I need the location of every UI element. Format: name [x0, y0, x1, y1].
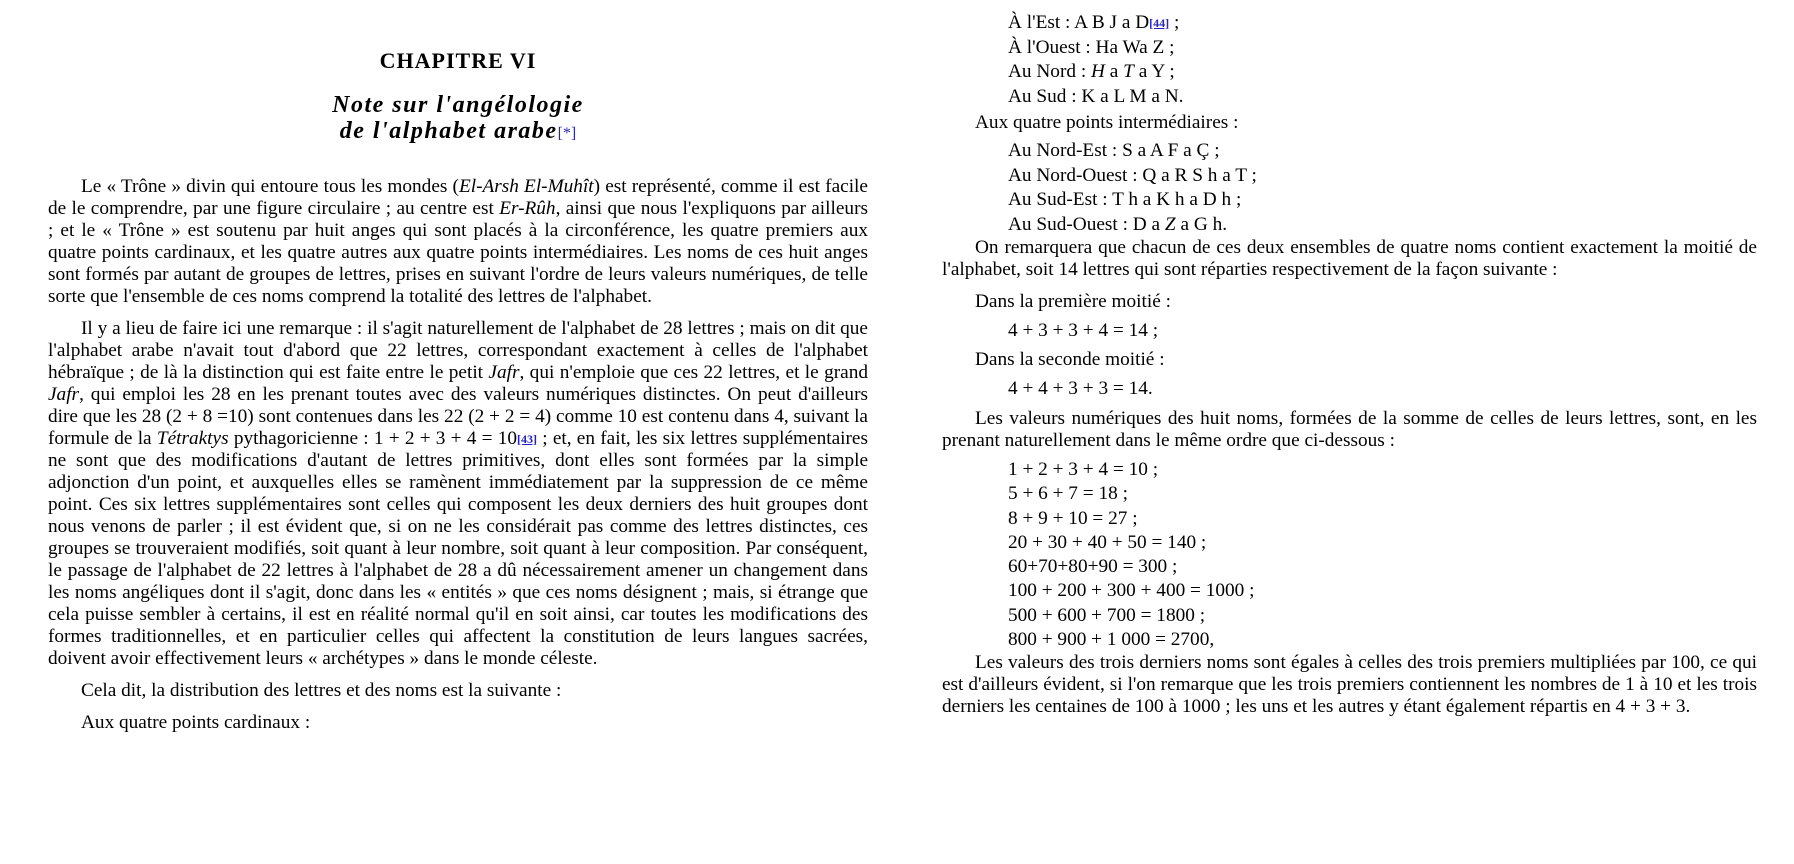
intermediate-heading: Aux quatre points intermédiaires : — [975, 112, 1239, 133]
paragraph-last-names: Les valeurs des trois derniers noms sont égales à celles des trois premiers multipliées par 100, ce qui est d'ailleurs évident, si l'on remarque que les trois premiers contiennent les nombres de 1 à 10 et les trois derniers les centaines de 100 à 1000 ; les uns et les autres y étant également répartis en 4 + 3 + 3. — [942, 652, 1757, 718]
italic-term: El-Arsh El-Muhît — [458, 176, 594, 197]
footnote-44-link[interactable]: [44] — [1149, 16, 1170, 30]
text-run: ; — [1169, 12, 1180, 33]
text-run: , qui n'emploie que ces 22 lettres, et le grand — [519, 362, 868, 383]
italic-term: Tétraktys — [156, 428, 229, 449]
text-run: Il y a lieu de faire ici une remarque : il s'agit naturellement de l'alphabet de 28 lettres ; mais on dit que l'alphabet arabe n'avait tout d'abord que 22 lettres, correspondant exactement à celles de l'alphabet hébraïque ; de là la distinction qui est faite entre le petit — [48, 318, 868, 383]
second-half-formula: 4 + 4 + 3 + 3 = 14. — [1008, 378, 1153, 399]
chapter-title-line2: de l'alphabet arabe — [339, 118, 558, 144]
left-body-text — [48, 176, 868, 744]
text-run: À l'Est : A B J a D — [1008, 12, 1150, 33]
angel-west: À l'Ouest : Ha Wa Z ; — [1008, 36, 1175, 58]
angel-north-east: Au Nord-Est : S a A F a Ç ; — [1008, 140, 1220, 161]
paragraph-alphabet — [48, 318, 868, 670]
angel-south-west — [942, 213, 1757, 238]
text-run: a Y ; — [1133, 61, 1175, 82]
angel-south-east: Au Sud-Est : T h a K h a D h ; — [1008, 189, 1242, 210]
angel-north — [942, 60, 1757, 85]
sum-line: 100 + 200 + 300 + 400 = 1000 ; — [1008, 580, 1255, 602]
first-half-label: Dans la première moitié : — [975, 291, 1171, 312]
angel-east — [942, 11, 1757, 36]
text-run: , ainsi que nous l'expliquons par ailleurs ; et le « Trône » est soutenu par huit anges qui sont placés à la circonférence, les quatre premiers aux quatre points cardinaux, et les quatre autres aux quatre points intermédiaires. Les noms de ces huit anges sont formés par autant de groupes de lettres, prises en suivant l'ordre de leurs valeurs numériques, de telle sorte que l'ensemble de ces noms comprend la totalité des lettres de l'alphabet. — [48, 198, 868, 307]
italic-letter: T — [1123, 61, 1134, 82]
italic-letter: Z — [1164, 213, 1176, 235]
text-run: pythagoricienne : 1 + 2 + 3 + 4 = 10 — [228, 428, 518, 449]
text-run: , qui emploi les 28 en les prenant toutes avec des valeurs numériques distinctes. On peut d'ailleurs dire que les 28 (2 + 8 =10) sont contenues dans les 22 (2 + 2 = 4) comme 10 est contenu dans 4, suivant la formule de la — [48, 384, 868, 449]
angel-south: Au Sud : K a L M a N. — [1008, 85, 1184, 107]
italic-term: Jafr — [488, 362, 520, 383]
title-footnote-link[interactable]: [*] — [557, 125, 577, 142]
angel-north-west: Au Nord-Ouest : Q a R S h a T ; — [1008, 164, 1257, 186]
italic-term: Jafr — [48, 384, 80, 405]
text-run: a — [1104, 61, 1124, 82]
sum-line: 1 + 2 + 3 + 4 = 10 ; — [1008, 459, 1159, 480]
paragraph-numeric-values: Les valeurs numériques des huit noms, formées de la somme de celles de leurs lettres, sont, en les prenant naturellement dans le même ordre que ci-dessous : — [942, 408, 1757, 451]
italic-letter: H — [1091, 61, 1105, 82]
text-run: ) est représenté, comme il est facile de le comprendre, par une figure circulaire ; au centre est — [48, 176, 868, 219]
right-page — [920, 0, 1794, 864]
sum-line: 500 + 600 + 700 = 1800 ; — [1008, 604, 1206, 626]
sum-line: 20 + 30 + 40 + 50 = 140 ; — [1008, 531, 1207, 553]
text-run: a G h. — [1175, 213, 1228, 235]
left-page — [8, 0, 886, 864]
text-run: Au Nord : — [1008, 61, 1092, 82]
chapter-title-line1: Note sur l'angélologie — [332, 92, 584, 118]
sum-line: 60+70+80+90 = 300 ; — [1008, 556, 1178, 578]
chapter-title — [48, 92, 868, 147]
italic-term: Er-Rûh — [499, 198, 556, 219]
sum-line: 8 + 9 + 10 = 27 ; — [1008, 507, 1138, 529]
sum-line: 5 + 6 + 7 = 18 ; — [1008, 483, 1128, 505]
chapter-number: CHAPITRE VI — [379, 48, 537, 73]
sum-line: 800 + 900 + 1 000 = 2700, — [1008, 629, 1215, 651]
paragraph-half-alphabet: On remarquera que chacun de ces deux ensembles de quatre noms contient exactement la moitié de l'alphabet, soit 14 lettres qui sont réparties respectivement de la façon suivante : — [942, 237, 1757, 280]
right-column — [942, 11, 1757, 728]
paragraph-distribution: Cela dit, la distribution des lettres et des noms est la suivante : — [81, 680, 562, 701]
text-run: Le « Trône » divin qui entoure tous les mondes ( — [81, 176, 459, 197]
text-run: ; et, en fait, les six lettres supplémentaires ne sont que des modifications d'autant de lettres primitives, dont elles sont formées par la simple adjonction d'un point, et auxquelles elles se ramènent immédiatement par la suppression de ce même point. Ces six lettres supplémentaires sont celles qui composent les deux derniers des huit groupes dont nous venons de parler ; il est évident que, si on ne les considérait pas comme des lettres distinctes, ces groupes se trouveraient modifiés, soit quant à leur nombre, soit quant à leur composition. Par conséquent, le passage de l'alphabet de 22 lettres à l'alphabet de 28 a dû nécessairement amener un changement dans les noms angéliques dont il s'agit, donc dans les « entités » que ces noms désignent ; mais, si étrange que cela puisse sembler à certains, il est en réalité normal qu'il en soit ainsi, car toutes les modifications des formes traditionnelles, et en particulier celles qui affectent la constitution de leurs langues sacrées, doivent avoir effectivement leurs « archétypes » dans le monde céleste. — [48, 428, 868, 669]
text-run: Au Sud-Ouest : D a — [1008, 213, 1165, 235]
second-half-label: Dans la seconde moitié : — [975, 349, 1165, 370]
first-half-formula: 4 + 3 + 3 + 4 = 14 ; — [1008, 320, 1159, 341]
sums-list — [942, 458, 1757, 652]
paragraph-throne — [48, 176, 868, 308]
footnote-43-link[interactable]: [43] — [517, 432, 538, 446]
paragraph-cardinal-points: Aux quatre points cardinaux : — [81, 712, 311, 733]
